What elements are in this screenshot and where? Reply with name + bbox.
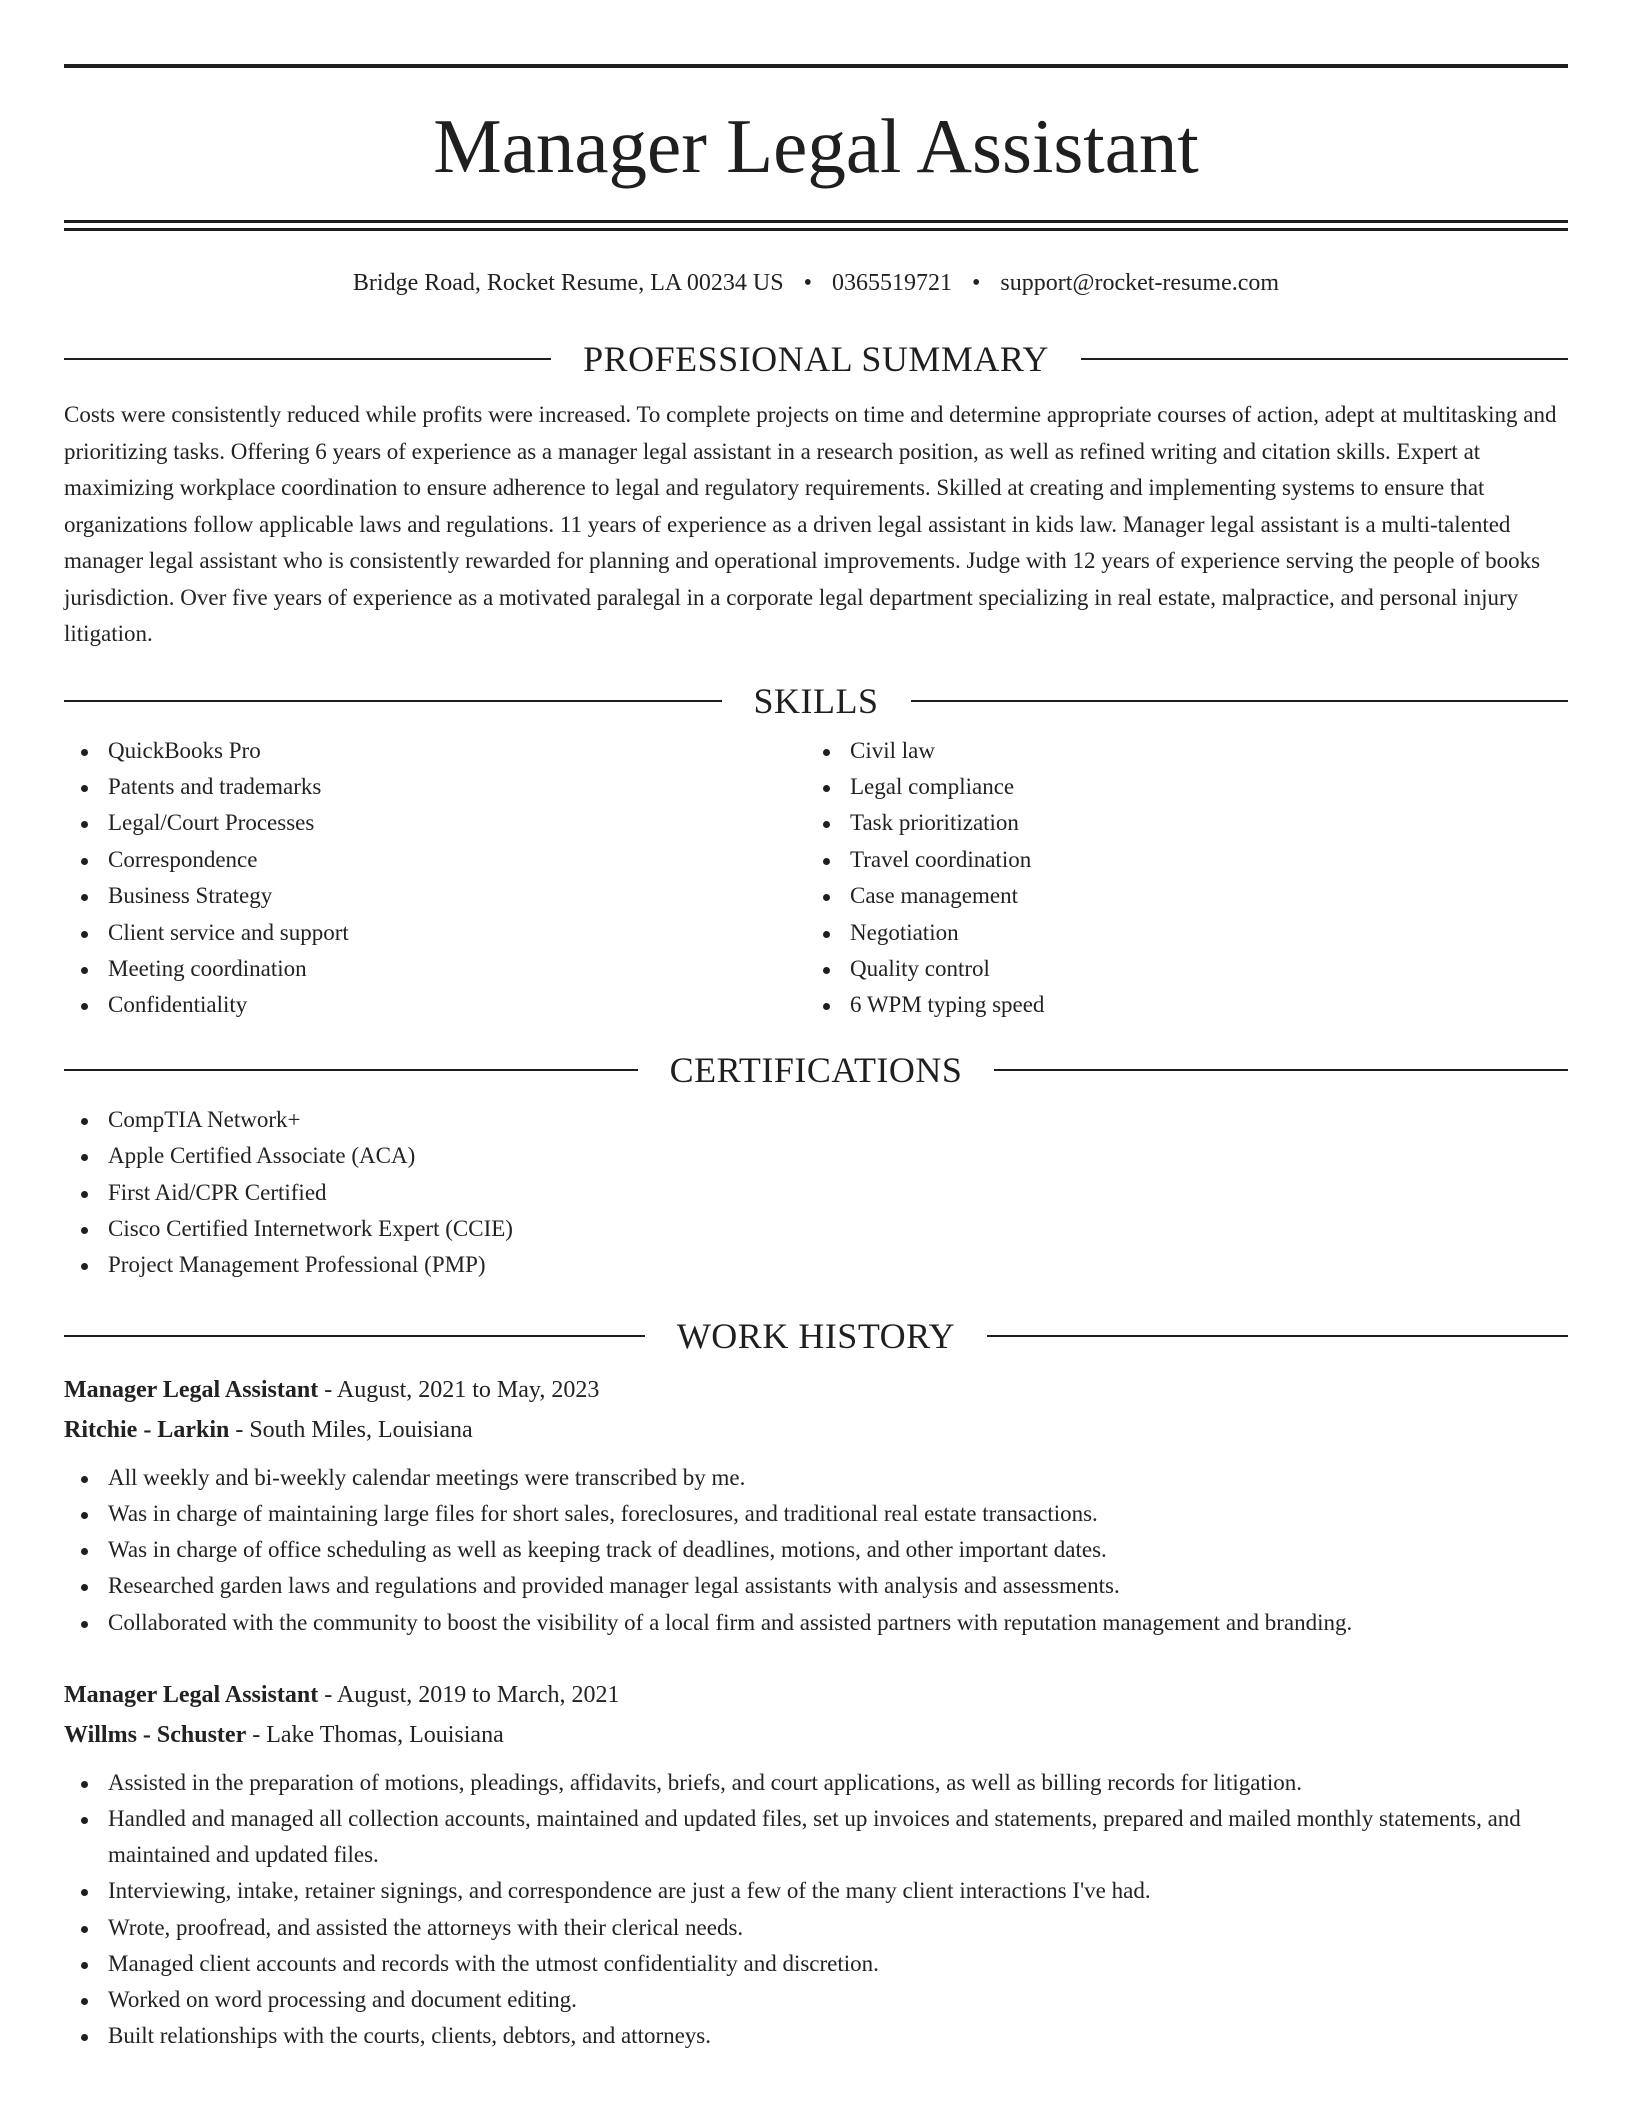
skills-list-right [806, 733, 1548, 1024]
skill-item: Patents and trademarks [64, 769, 806, 805]
heading-rule [64, 1335, 645, 1337]
job-dates: - August, 2019 to March, 2021 [318, 1681, 620, 1708]
top-rule [64, 64, 1568, 68]
job-bullet: Worked on word processing and document editing. [64, 1982, 1568, 2018]
job-bullet: Assisted in the preparation of motions, pleadings, affidavits, briefs, and court applications, as well as billing records for litigation. [64, 1765, 1568, 1801]
job-bullet: Researched garden laws and regulations and provided manager legal assistants with analysis and assessments. [64, 1568, 1568, 1604]
skill-item: Travel coordination [806, 842, 1548, 878]
contact-phone: 0365519721 [831, 270, 952, 296]
contact-line [64, 268, 1568, 298]
certification-item: First Aid/CPR Certified [64, 1175, 1568, 1211]
skill-item: Legal/Court Processes [64, 805, 806, 841]
skill-item: Case management [806, 878, 1548, 914]
heading-rule [64, 700, 722, 702]
summary-heading [64, 341, 1568, 377]
job-location: - South Miles, Louisiana [229, 1416, 473, 1443]
skills-list-left [64, 733, 806, 1024]
certifications-heading [64, 1049, 1568, 1090]
skill-item: 6 WPM typing speed [806, 987, 1548, 1023]
contact-email[interactable]: support@rocket-resume.com [1000, 270, 1280, 296]
job-bullet: Handled and managed all collection accounts, maintained and updated files, set up invoices and statements, prepared and mailed monthly statements, and maintained and updated files. [64, 1801, 1568, 1873]
job-company-line [64, 1410, 1568, 1450]
skill-item: Business Strategy [64, 878, 806, 914]
job-bullet: Built relationships with the courts, clients, debtors, and attorneys. [64, 2018, 1568, 2054]
certifications-title: CERTIFICATIONS [669, 1049, 963, 1090]
heading-rule [64, 1069, 638, 1071]
double-rule [64, 220, 1568, 231]
certification-item: CompTIA Network+ [64, 1102, 1568, 1138]
job-role: Manager Legal Assistant [64, 1681, 319, 1708]
skill-item: Quality control [806, 951, 1548, 987]
skill-item: Correspondence [64, 842, 806, 878]
skill-item: QuickBooks Pro [64, 733, 806, 769]
job-bullet: Wrote, proofread, and assisted the attorneys with their clerical needs. [64, 1910, 1568, 1946]
certification-item: Apple Certified Associate (ACA) [64, 1138, 1568, 1174]
skills-title: SKILLS [753, 680, 879, 721]
heading-rule [64, 358, 551, 360]
work-heading [64, 1315, 1568, 1356]
certification-item: Cisco Certified Internetwork Expert (CCIE) [64, 1211, 1568, 1247]
job-role: Manager Legal Assistant [64, 1376, 319, 1403]
job-bullet: Was in charge of maintaining large files for short sales, foreclosures, and traditional real estate transactions. [64, 1496, 1568, 1532]
job-entry [64, 1370, 1568, 1641]
job-bullet: Interviewing, intake, retainer signings, and correspondence are just a few of the many client interactions I've had. [64, 1873, 1568, 1909]
job-role-line [64, 1370, 1568, 1410]
job-dates: - August, 2021 to May, 2023 [318, 1376, 600, 1403]
heading-rule [911, 700, 1569, 702]
skills-heading [64, 680, 1568, 721]
contact-separator: • [803, 270, 812, 296]
skill-item: Meeting coordination [64, 951, 806, 987]
skill-item: Confidentiality [64, 987, 806, 1023]
heading-rule [994, 1069, 1568, 1071]
resume-page [64, 64, 1568, 2054]
summary-text: Costs were consistently reduced while profits were increased. To complete projects on time and determine appropriate courses of action, adept at multitasking and prioritizing tasks. Offering 6 years of experience as a manager legal assistant in a research position, as well as refined writing and citation skills. Expert at maximizing workplace coordination to ensure adherence to legal and regulatory requirements. Skilled at creating and implementing systems to ensure that organizations follow applicable laws and regulations. 11 years of experience as a driven legal assistant in kids law. Manager legal assistant is a multi-talented manager legal assistant who is consistently rewarded for planning and operational improvements. Judge with 12 years of experience serving the people of books jurisdiction. Over five years of experience as a motivated paralegal in a corporate legal department specializing in real estate, malpractice, and personal injury litigation. [64, 402, 1557, 646]
skill-item: Task prioritization [806, 805, 1548, 841]
resume-name: Manager Legal Assistant [433, 103, 1199, 189]
job-bullet: Collaborated with the community to boost the visibility of a local firm and assisted partners with reputation management and branding. [64, 1605, 1568, 1641]
skills-columns [64, 733, 1568, 1024]
skill-item: Legal compliance [806, 769, 1548, 805]
contact-address: Bridge Road, Rocket Resume, LA 00234 US [352, 270, 784, 296]
job-bullets [64, 1765, 1568, 2055]
skill-item: Civil law [806, 733, 1548, 769]
work-title: WORK HISTORY [676, 1315, 956, 1356]
certification-item: Project Management Professional (PMP) [64, 1247, 1568, 1283]
job-bullets [64, 1460, 1568, 1641]
job-bullet: Was in charge of office scheduling as well as keeping track of deadlines, motions, and other important dates. [64, 1532, 1568, 1568]
job-entry [64, 1675, 1568, 2055]
heading-rule [987, 1335, 1568, 1337]
job-company: Ritchie - Larkin [64, 1416, 230, 1443]
certifications-list [64, 1102, 1568, 1284]
job-role-line [64, 1675, 1568, 1715]
contact-separator: • [971, 270, 981, 296]
skill-item: Negotiation [806, 915, 1548, 951]
job-location: - Lake Thomas, Louisiana [246, 1721, 504, 1748]
skill-item: Client service and support [64, 915, 806, 951]
job-bullet: Managed client accounts and records with the utmost confidentiality and discretion. [64, 1946, 1568, 1982]
summary-title: PROFESSIONAL SUMMARY [583, 339, 1049, 379]
job-company: Willms - Schuster [64, 1721, 247, 1748]
job-bullet: All weekly and bi-weekly calendar meetings were transcribed by me. [64, 1460, 1568, 1496]
heading-rule [1081, 358, 1568, 360]
job-company-line [64, 1715, 1568, 1755]
